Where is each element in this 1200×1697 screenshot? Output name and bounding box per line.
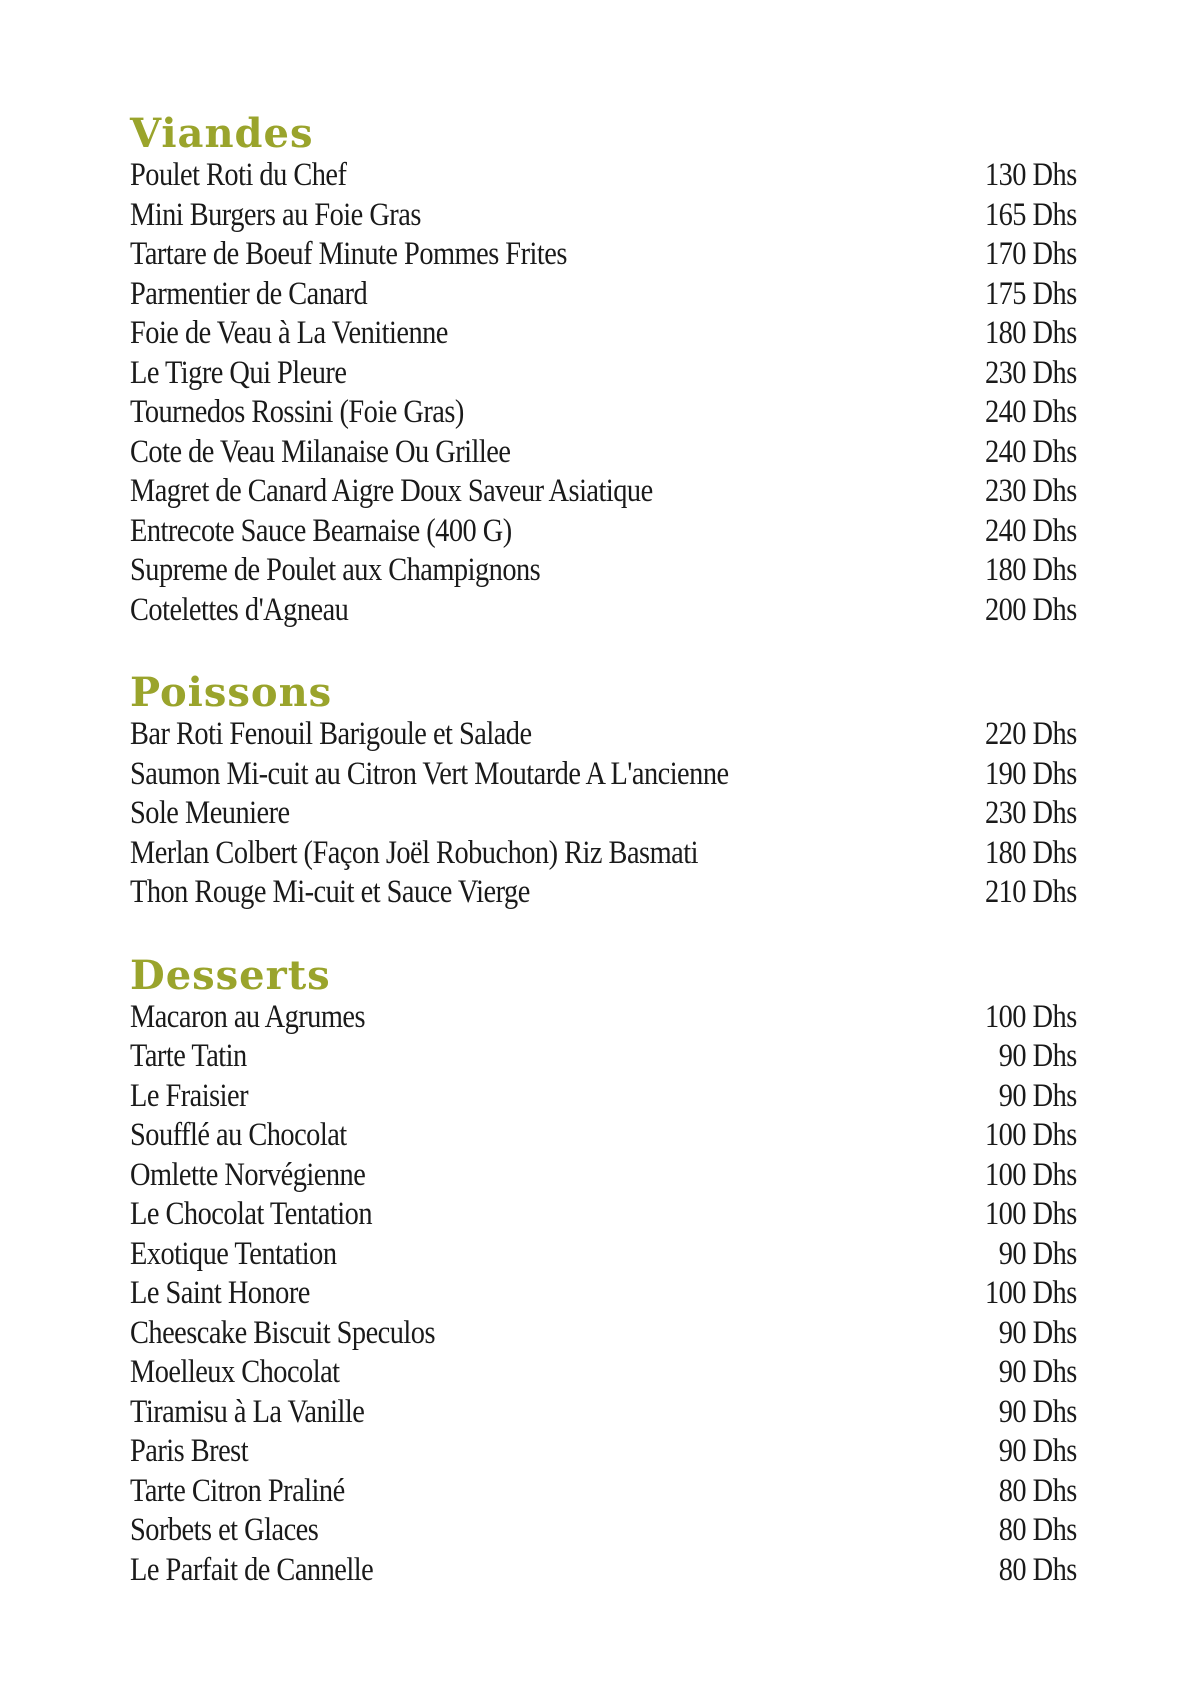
menu-item <box>130 1353 1077 1393</box>
item-name: Cote de Veau Milanaise Ou Grillee <box>130 433 511 470</box>
menu-item <box>130 354 1077 394</box>
item-price: 170 Dhs <box>985 236 1077 272</box>
item-name: Supreme de Poulet aux Champignons <box>130 552 541 588</box>
item-price: 100 Dhs <box>985 1156 1077 1193</box>
menu-page <box>130 112 1077 1590</box>
section-title: Desserts <box>130 951 331 999</box>
item-price: 190 Dhs <box>985 755 1077 792</box>
menu-item <box>130 834 1077 874</box>
item-name: Le Saint Honore <box>130 1275 310 1311</box>
section-title: Poissons <box>130 669 333 716</box>
menu-item <box>130 1511 1077 1551</box>
item-price: 100 Dhs <box>985 998 1077 1035</box>
item-price: 90 Dhs <box>998 1354 1077 1390</box>
item-name: Macaron au Agrumes <box>130 998 366 1035</box>
item-name: Moelleux Chocolat <box>130 1354 340 1390</box>
menu-item <box>130 512 1077 552</box>
item-price: 210 Dhs <box>985 874 1077 910</box>
menu-item <box>130 1235 1077 1275</box>
menu-item <box>130 1432 1077 1472</box>
item-name: Soufflé au Chocolat <box>130 1117 347 1153</box>
section-title: Viandes <box>130 110 314 157</box>
item-price: 100 Dhs <box>985 1117 1077 1153</box>
menu-item <box>130 1551 1077 1591</box>
item-name: Thon Rouge Mi-cuit et Sauce Vierge <box>130 874 530 910</box>
item-price: 80 Dhs <box>998 1472 1077 1509</box>
menu-item <box>130 1077 1077 1117</box>
item-price: 90 Dhs <box>998 1314 1077 1351</box>
menu-item <box>130 873 1077 913</box>
item-name: Cheescake Biscuit Speculos <box>130 1314 436 1351</box>
menu-item <box>130 1037 1077 1077</box>
item-name: Tarte Citron Praliné <box>130 1472 345 1509</box>
item-price: 230 Dhs <box>985 473 1077 509</box>
menu-item <box>130 1274 1077 1314</box>
item-name: Omlette Norvégienne <box>130 1156 366 1193</box>
menu-section-viandes <box>130 112 1077 630</box>
item-price: 180 Dhs <box>985 315 1077 351</box>
item-price: 240 Dhs <box>985 512 1077 549</box>
menu-item <box>130 1393 1077 1433</box>
item-price: 220 Dhs <box>985 716 1077 752</box>
item-price: 240 Dhs <box>985 433 1077 470</box>
item-price: 100 Dhs <box>985 1275 1077 1311</box>
item-price: 240 Dhs <box>985 394 1077 430</box>
item-price: 165 Dhs <box>985 196 1077 233</box>
item-name: Le Parfait de Cannelle <box>130 1551 374 1588</box>
menu-item <box>130 1472 1077 1512</box>
item-price: 130 Dhs <box>985 157 1077 193</box>
item-name: Parmentier de Canard <box>130 275 368 312</box>
menu-item <box>130 591 1077 631</box>
item-price: 90 Dhs <box>998 1235 1077 1272</box>
menu-item <box>130 1195 1077 1235</box>
item-name: Entrecote Sauce Bearnaise (400 G) <box>130 512 512 549</box>
item-name: Tiramisu à La Vanille <box>130 1393 365 1430</box>
item-price: 90 Dhs <box>998 1077 1077 1114</box>
item-name: Merlan Colbert (Façon Joël Robuchon) Riz Basmati <box>130 834 698 871</box>
menu-item <box>130 196 1077 236</box>
item-name: Mini Burgers au Foie Gras <box>130 196 421 233</box>
item-price: 180 Dhs <box>985 834 1077 871</box>
menu-item <box>130 275 1077 315</box>
item-name: Sole Meuniere <box>130 795 290 831</box>
item-name: Tournedos Rossini (Foie Gras) <box>130 394 464 430</box>
item-price: 90 Dhs <box>998 1433 1077 1469</box>
menu-item <box>130 1116 1077 1156</box>
item-name: Sorbets et Glaces <box>130 1512 319 1548</box>
menu-item <box>130 433 1077 473</box>
item-price: 90 Dhs <box>998 1393 1077 1430</box>
item-name: Poulet Roti du Chef <box>130 157 347 193</box>
menu-section-desserts <box>130 951 1077 1591</box>
menu-item <box>130 551 1077 591</box>
item-name: Magret de Canard Aigre Doux Saveur Asiatique <box>130 473 653 509</box>
item-name: Le Tigre Qui Pleure <box>130 354 347 391</box>
menu-item <box>130 715 1077 755</box>
item-name: Tartare de Boeuf Minute Pommes Frites <box>130 236 567 272</box>
menu-item <box>130 755 1077 795</box>
item-price: 175 Dhs <box>985 275 1077 312</box>
menu-item <box>130 393 1077 433</box>
item-name: Tarte Tatin <box>130 1038 247 1074</box>
item-price: 230 Dhs <box>985 354 1077 391</box>
item-name: Paris Brest <box>130 1433 249 1469</box>
menu-item <box>130 472 1077 512</box>
menu-item <box>130 235 1077 275</box>
item-price: 180 Dhs <box>985 552 1077 588</box>
menu-item <box>130 314 1077 354</box>
menu-section-poissons <box>130 671 1077 913</box>
item-price: 80 Dhs <box>998 1512 1077 1548</box>
menu-item <box>130 998 1077 1038</box>
menu-item <box>130 794 1077 834</box>
item-name: Cotelettes d'Agneau <box>130 591 349 628</box>
item-name: Le Fraisier <box>130 1077 249 1114</box>
item-name: Saumon Mi-cuit au Citron Vert Moutarde A L'ancienne <box>130 755 729 792</box>
menu-item <box>130 1156 1077 1196</box>
item-name: Exotique Tentation <box>130 1235 337 1272</box>
item-price: 80 Dhs <box>998 1551 1077 1588</box>
item-price: 90 Dhs <box>998 1038 1077 1074</box>
item-name: Le Chocolat Tentation <box>130 1196 373 1232</box>
item-name: Bar Roti Fenouil Barigoule et Salade <box>130 716 532 752</box>
menu-item <box>130 156 1077 196</box>
menu-item <box>130 1314 1077 1354</box>
item-name: Foie de Veau à La Venitienne <box>130 315 448 351</box>
item-price: 230 Dhs <box>985 795 1077 831</box>
item-price: 200 Dhs <box>985 591 1077 628</box>
item-price: 100 Dhs <box>985 1196 1077 1232</box>
